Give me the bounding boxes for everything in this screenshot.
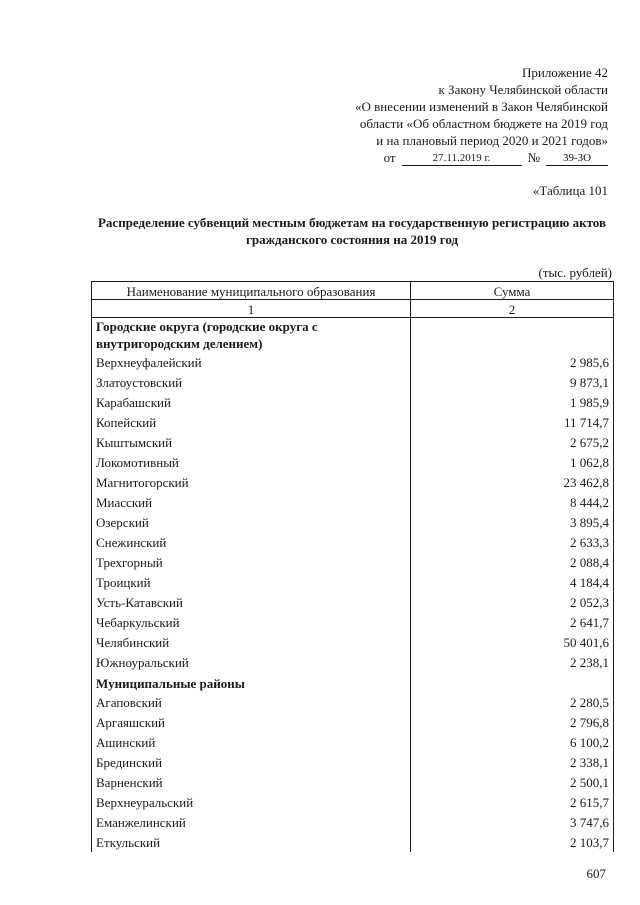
column-number: 1 (92, 300, 411, 318)
municipality-name: Златоустовский (92, 372, 411, 392)
subsidy-amount: 3 747,6 (411, 812, 614, 832)
group-header-row (92, 318, 614, 353)
subsidy-amount: 2 615,7 (411, 792, 614, 812)
table-body (92, 318, 614, 853)
table-row (92, 712, 614, 732)
subsidy-amount: 2 238,1 (411, 652, 614, 672)
table-row (92, 472, 614, 492)
column-number: 2 (411, 300, 614, 318)
municipality-name: Чебаркульский (92, 612, 411, 632)
table-row (92, 772, 614, 792)
subsidy-amount: 4 184,4 (411, 572, 614, 592)
municipality-name: Варненский (92, 772, 411, 792)
table-row (92, 812, 614, 832)
document-header (355, 64, 608, 166)
group-header-row (92, 672, 614, 692)
table-row (92, 432, 614, 452)
table-row (92, 752, 614, 772)
table-row (92, 652, 614, 672)
table-row (92, 632, 614, 652)
header-line: «О внесении изменений в Закон Челябинской (354, 99, 608, 114)
law-date-number (355, 149, 608, 166)
subsidy-amount: 3 895,4 (411, 512, 614, 532)
header-line: области «Об областном бюджете на 2019 год (359, 116, 608, 131)
subsidy-amount: 2 052,3 (411, 592, 614, 612)
table-row (92, 532, 614, 552)
municipality-name: Усть-Катавский (92, 592, 411, 612)
municipality-name: Трехгорный (92, 552, 411, 572)
header-line: и на плановый период 2020 и 2021 годов» (376, 133, 608, 148)
municipality-name: Озерский (92, 512, 411, 532)
table-row (92, 612, 614, 632)
subsidy-amount: 2 633,3 (411, 532, 614, 552)
column-header-sum: Сумма (411, 282, 614, 300)
table-row (92, 412, 614, 432)
municipality-name: Агаповский (92, 692, 411, 712)
municipality-name: Верхнеуфалейский (92, 352, 411, 372)
table-number-row (92, 300, 614, 318)
municipality-name: Еманжелинский (92, 812, 411, 832)
subsidies-table (91, 281, 614, 852)
table-row (92, 512, 614, 532)
municipality-name: Копейский (92, 412, 411, 432)
table-row (92, 592, 614, 612)
municipality-name: Миасский (92, 492, 411, 512)
table-row (92, 492, 614, 512)
municipality-name: Карабашский (92, 392, 411, 412)
municipality-name: Ашинский (92, 732, 411, 752)
page-number: 607 (586, 866, 606, 881)
table-row (92, 732, 614, 752)
subsidy-amount: 1 062,8 (411, 452, 614, 472)
subsidy-amount: 2 280,5 (411, 692, 614, 712)
group-value-empty (411, 672, 614, 692)
table-label: «Таблица 101 (532, 183, 608, 198)
number-label: № (527, 150, 540, 165)
from-label: от (383, 150, 396, 165)
group-value-empty (411, 318, 614, 353)
municipality-name: Верхнеуральский (92, 792, 411, 812)
table-row (92, 572, 614, 592)
law-number: 39-ЗО (546, 152, 608, 166)
subsidy-amount: 2 500,1 (411, 772, 614, 792)
table-row (92, 832, 614, 852)
subsidy-amount: 8 444,2 (411, 492, 614, 512)
table-row (92, 372, 614, 392)
subsidy-amount: 2 088,4 (411, 552, 614, 572)
municipality-name: Троицкий (92, 572, 411, 592)
law-date: 27.11.2019 г. (402, 152, 522, 166)
subsidy-amount: 1 985,9 (411, 392, 614, 412)
units-label: (тыс. рублей) (538, 265, 612, 280)
municipality-name: Челябинский (92, 632, 411, 652)
column-header-name: Наименование муниципального образования (92, 282, 411, 300)
table-row (92, 692, 614, 712)
subsidy-amount: 2 641,7 (411, 612, 614, 632)
subsidy-amount: 2 985,6 (411, 352, 614, 372)
subsidy-amount: 6 100,2 (411, 732, 614, 752)
municipality-name: Брединский (92, 752, 411, 772)
municipality-name: Аргаяшский (92, 712, 411, 732)
subsidy-amount: 50 401,6 (411, 632, 614, 652)
table-row (92, 452, 614, 472)
subsidy-amount: 11 714,7 (411, 412, 614, 432)
subsidy-amount: 2 675,2 (411, 432, 614, 452)
subsidy-amount: 23 462,8 (411, 472, 614, 492)
subsidy-amount: 2 338,1 (411, 752, 614, 772)
subsidy-amount: 9 873,1 (411, 372, 614, 392)
subsidy-amount: 2 796,8 (411, 712, 614, 732)
table-header-row (92, 282, 614, 300)
municipality-name: Еткульский (92, 832, 411, 852)
municipality-name: Кыштымский (92, 432, 411, 452)
table-row (92, 352, 614, 372)
group-title: Муниципальные районы (92, 672, 411, 692)
municipality-name: Южноуральский (92, 652, 411, 672)
document-title: Распределение субвенций местным бюджетам на государственную регистрацию актов гражданского состояния на 2019 год (97, 215, 606, 247)
subsidy-amount: 2 103,7 (411, 832, 614, 852)
header-line: к Закону Челябинской области (438, 82, 608, 97)
municipality-name: Магнитогорский (92, 472, 411, 492)
header-line: Приложение 42 (521, 65, 608, 80)
table-row (92, 392, 614, 412)
table-row (92, 552, 614, 572)
group-title: Городские округа (городские округа с внутригородским делением) (92, 318, 411, 353)
municipality-name: Снежинский (92, 532, 411, 552)
municipality-name: Локомотивный (92, 452, 411, 472)
table-row (92, 792, 614, 812)
